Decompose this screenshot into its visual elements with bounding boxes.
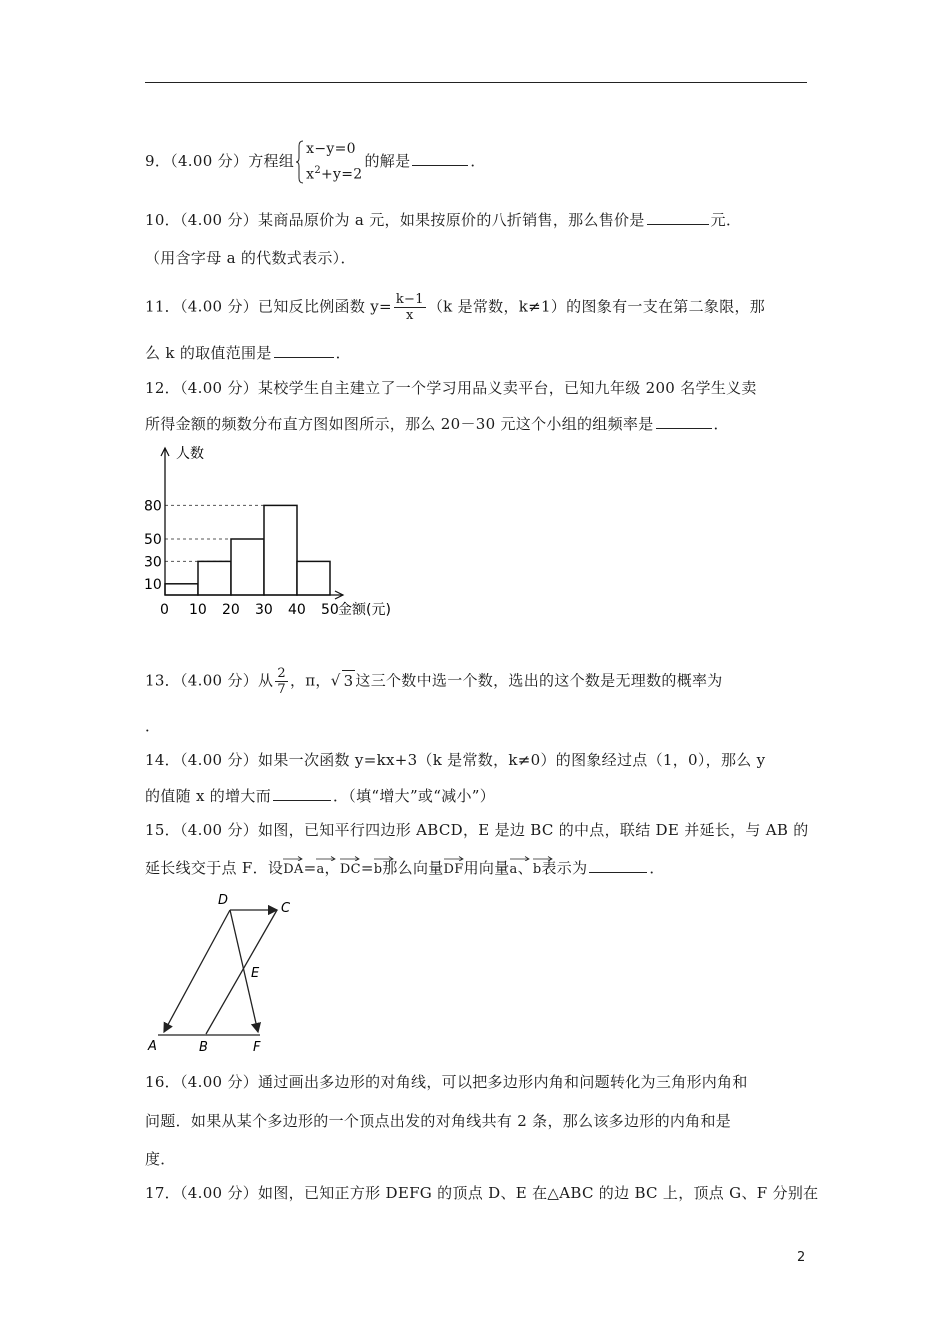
vector-arrow-icon	[283, 856, 303, 861]
page-number: 2	[797, 1250, 806, 1265]
vector-DF	[444, 856, 464, 880]
q15-line2	[145, 856, 665, 880]
q13-text: 13．（4.00 分）从	[145, 671, 274, 690]
fraction-denominator: 7	[277, 682, 286, 697]
vector-DC	[340, 856, 361, 880]
x-axis-label: 金额(元)	[338, 602, 391, 618]
header-rule	[145, 82, 807, 83]
label-A: A	[148, 1039, 157, 1054]
vector-label: a	[316, 862, 325, 877]
separator: 、	[517, 859, 533, 877]
label-E: E	[251, 966, 260, 981]
vector-arrow-icon	[340, 856, 360, 861]
q12-line1: 12．（4.00 分）某校学生自主建立了一个学习用品义卖平台，已知九年级 200 名学生义卖	[145, 379, 757, 397]
edge-DA	[164, 910, 230, 1032]
vector-label: DC	[339, 862, 361, 877]
vector-label: a	[509, 862, 518, 877]
histogram-bar	[231, 539, 264, 595]
answer-blank	[412, 151, 468, 166]
histogram-chart	[138, 440, 408, 625]
answer-blank	[273, 786, 331, 801]
q14-line2	[145, 786, 495, 806]
q16-line1: 16．（4.00 分）通过画出多边形的对角线，可以把多边形内角和问题转化为三角形内角和	[145, 1073, 748, 1091]
brace-icon	[296, 140, 304, 184]
q15-text-c: 用向量	[463, 859, 510, 877]
eq2-exponent: 2	[314, 165, 322, 176]
x-tick-label: 20	[222, 602, 240, 618]
q9-number: 9．	[145, 151, 171, 170]
q15-text-d: 表示为	[541, 859, 588, 877]
q14-line1: 14．（4.00 分）如果一次函数 y=kx+3（k 是常数，k≠0）的图象经过点（1，0），那么 y	[145, 751, 766, 769]
vector-arrow-icon	[533, 856, 553, 861]
vector-b	[374, 856, 383, 880]
y-tick-label: 30	[144, 554, 162, 571]
vector-a	[510, 856, 518, 880]
q13-text-post: 这三个数中选一个数，选出的这个数是无理数的概率为	[355, 671, 723, 690]
q12-line2-end: ．	[713, 415, 729, 433]
q14-line2-text: 的值随 x 的增大而	[145, 787, 271, 805]
x-tick-label: 30	[255, 602, 273, 618]
vector-label: b	[532, 862, 542, 877]
eq2-rest: +y=2	[321, 166, 363, 183]
q11-line2-text: 么 k 的取值范围是	[145, 344, 272, 362]
fraction	[275, 666, 288, 697]
label-B: B	[199, 1040, 208, 1055]
edge-CB	[206, 910, 277, 1034]
q9-score: （4.00 分）	[170, 151, 249, 170]
q9-end: ．	[470, 151, 486, 170]
vector-arrow-icon	[510, 856, 530, 861]
equals: =	[303, 859, 317, 877]
q12-line2-text: 所得金额的频数分布直方图如图所示，那么 20－30 元这个小组的组频率是	[145, 415, 654, 433]
answer-blank	[274, 343, 334, 358]
q12-line2	[145, 414, 729, 434]
fraction-numerator: 2	[277, 666, 286, 681]
sqrt-argument: 3	[343, 671, 354, 690]
question-9	[145, 138, 486, 186]
vector-label: DF	[443, 862, 464, 877]
equation-system	[296, 138, 362, 186]
x-tick-label: 10	[189, 602, 207, 618]
vector-arrow-icon	[444, 856, 464, 861]
q16-line3: 度．	[145, 1150, 176, 1168]
question-10	[145, 210, 741, 230]
question-13	[145, 666, 723, 697]
sqrt-symbol: √	[330, 671, 341, 690]
vector-arrow-icon	[374, 856, 394, 861]
q15-text-b: 那么向量	[382, 859, 444, 877]
histogram-bar	[198, 561, 231, 595]
vector-b	[533, 856, 542, 880]
fraction	[394, 292, 426, 323]
q11-text: 11．（4.00 分）已知反比例函数 y=	[145, 297, 392, 316]
equals: =	[360, 859, 374, 877]
x-tick-label: 40	[288, 602, 306, 618]
q10-line1: 10．（4.00 分）某商品原价为 a 元，如果按原价的八折销售，那么售价是	[145, 211, 645, 229]
q10-line1-end: 元．	[710, 211, 742, 229]
q14-line2-end: ．（填“增大”或“减小”）	[333, 787, 496, 805]
vector-label: b	[373, 862, 383, 877]
parallelogram-figure	[140, 888, 320, 1058]
label-F: F	[253, 1040, 261, 1055]
question-11	[145, 292, 765, 323]
vector-label: DA	[283, 862, 304, 877]
x-tick-label: 50	[321, 602, 339, 618]
q15-line1: 15．（4.00 分）如图，已知平行四边形 ABCD，E 是边 BC 的中点，联结 DE 并延长，与 AB 的	[145, 821, 809, 839]
separator: ，	[324, 859, 340, 877]
q13-separator: ，π，	[289, 671, 331, 690]
x-tick-label: 0	[160, 602, 169, 618]
equation-1: x−y=0	[306, 141, 356, 157]
vector-arrow-icon	[316, 856, 336, 861]
histogram-bar	[297, 561, 330, 595]
answer-blank	[589, 858, 647, 873]
label-C: C	[281, 901, 291, 916]
y-tick-label: 50	[144, 532, 162, 548]
equation-2	[306, 160, 362, 186]
eq2-base: x	[306, 166, 315, 183]
q10-line2: （用含字母 a 的代数式表示）．	[145, 249, 356, 267]
q16-line2: 问题．如果从某个多边形的一个顶点出发的对角线共有 2 条，那么该多边形的内角和是	[145, 1112, 732, 1130]
answer-blank	[656, 414, 712, 429]
vector-a	[316, 856, 324, 880]
y-tick-label: 10	[144, 576, 162, 593]
label-D: D	[218, 893, 229, 908]
histogram-bar	[165, 584, 198, 595]
y-axis-label: 人数	[176, 446, 204, 462]
q15-text-a: 延长线交于点 F．设	[145, 859, 284, 877]
q11-text-post: （k 是常数，k≠1）的图象有一支在第二象限，那	[427, 297, 766, 316]
q11-line2-end: ．	[335, 344, 351, 362]
q15-end: ．	[649, 859, 665, 877]
q11-line2	[145, 343, 351, 363]
q9-text-post: 的解是	[364, 151, 411, 170]
q17-line1: 17．（4.00 分）如图，已知正方形 DEFG 的顶点 D、E 在△ABC 的边 BC 上，顶点 G、F 分别在	[145, 1184, 819, 1202]
q13-line2: ．	[145, 717, 161, 735]
fraction-numerator: k−1	[395, 292, 424, 307]
q9-text: 方程组	[248, 151, 295, 170]
histogram-bar	[264, 505, 297, 595]
fraction-denominator: x	[406, 308, 414, 323]
answer-blank	[647, 210, 709, 225]
y-tick-label: 80	[144, 498, 162, 515]
vector-DA	[283, 856, 303, 880]
